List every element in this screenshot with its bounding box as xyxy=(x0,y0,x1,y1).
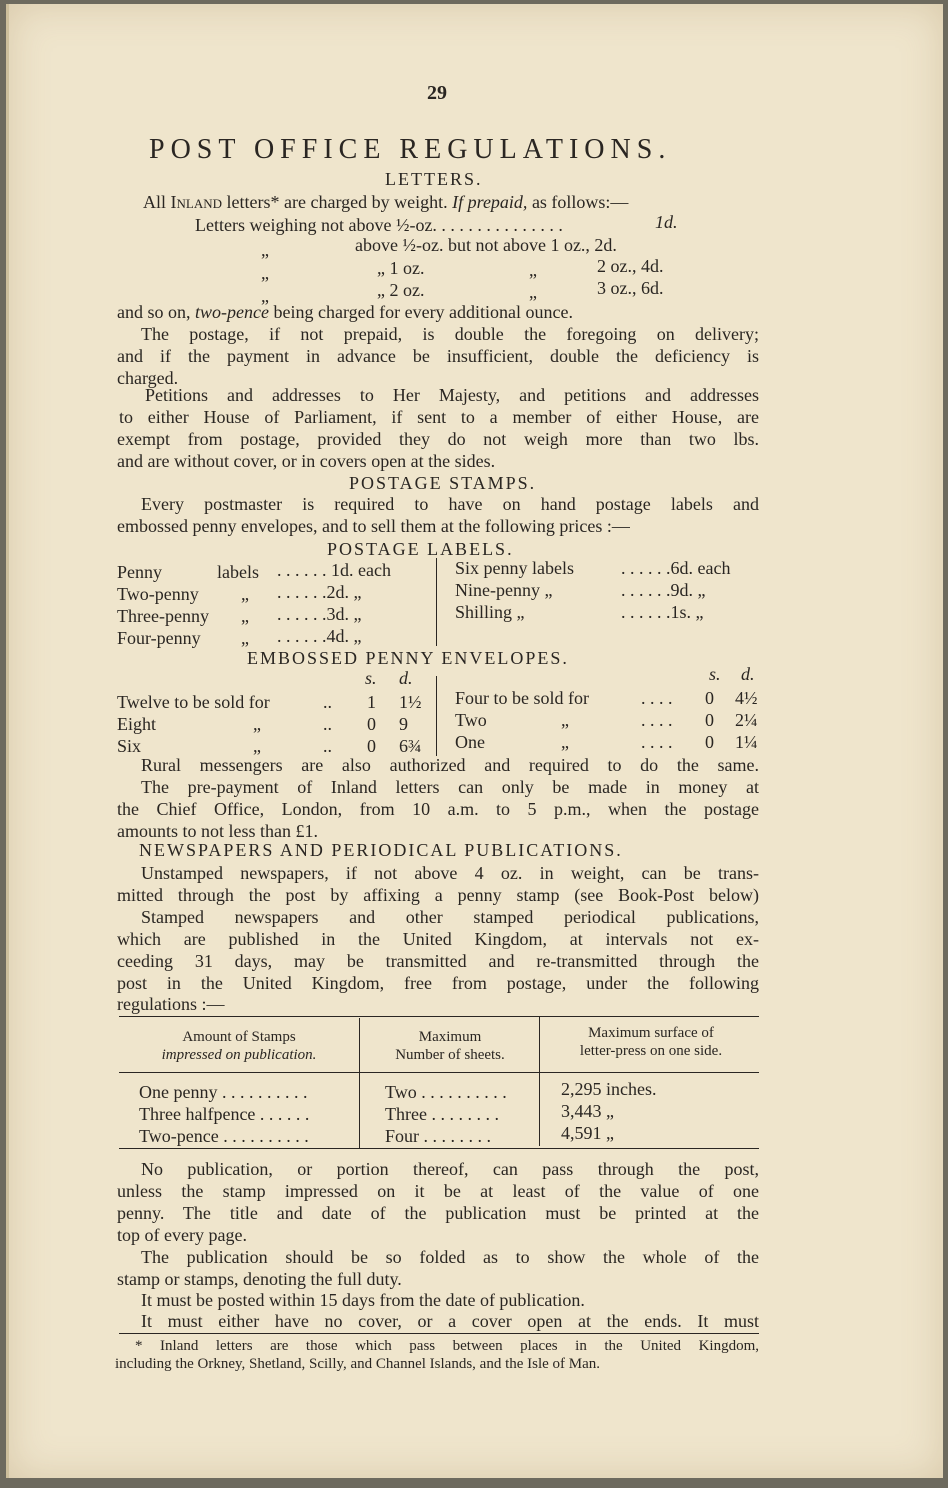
envelopes-heading: EMBOSSED PENNY ENVELOPES. xyxy=(247,648,569,668)
table-divider xyxy=(539,1016,540,1146)
page-title: POST OFFICE REGULATIONS. xyxy=(149,134,672,165)
shillings-column-label: s. xyxy=(709,664,721,684)
footnote-rule xyxy=(119,1333,759,1334)
ditto-mark: „ xyxy=(261,286,269,306)
book-page: 29 POST OFFICE REGULATIONS. LETTERS. All Inland letters* are charged by weight. If prepaid, as follows:— Letters weighing not above ½-oz. . . . . . . . . . . . . . . 1d. „ above ½-oz. but not above 1 oz., 2d. „ „ 1 oz. „ 2 oz., 4d. „ „ 2 oz. „ 3 oz., 6d. and so on, two-pence being charged for every additional ounce. The postage, if not prepaid, is double the foregoing on delivery; and if the payment in advance be insufficient, double the deficiency is charged. Petitions and addresses to Her Majesty, and petitions and addresses to either House of Parliament, if sent to a member of either House, are exempt from postage, provided they do not weigh more than two lbs. and are without cover, or in covers open at the sides. POSTAGE STAMPS. Every postmaster is required to have on hand postage labels and embossed penny envelopes, and to sell them at the following prices :— POSTAGE LABELS. Penny labels . . . . . . 1d. each Two-penny „ . . . . . .2d. „ Three-penny „ . . . . . .3d. „ Four-penny „ . . . . . .4d. „ Six penny labels . . . . . .6d. each Nine-penny „ . . . . . .9d. „ Shilling „ . . . . . .1s. „ EMBOSSED PENNY ENVELOPES. s. d. s. d. Twelve to be sold for .. 1 1½ Eight „ .. 0 9 Six „ .. 0 6¾ Four to be sold for . . . . 0 4½ Two „ . . . . 0 2¼ One „ . . . . 0 1¼ Rural messengers are also authorized and required to do the same. The pre-payment of Inland letters can only be made in money at the Chief Office, London, from 10 a.m. to 5 p.m., when the postage amounts to not less than £1. NEWSPAPERS AND PERIODICAL PUBLICATIONS. Unstamped newspapers, if not above 4 oz. in weight, can be trans- mitted through the post by affixing a penny stamp (see Book-Post below) Stamped newspapers and other stamped periodical publications, which are published in the United Kingdom, at intervals not ex- ceeding 31 days, may be transmitted and re-transmitted through the post in the United Kingdom, free from postage, under the following regulations :— Amount of Stamps impressed on publication. Maximum Number of sheets. Maximum surface of letter-press on one side. One penny . . . . . . . . . . Two . . . . . . . . . . 2,295 inches. Three halfpence . . . . . . Three . . . . . . . . 3,443 „ Two-pence . . . . . . . . . . Four . . . . . . . . 4,591 „ No publication, or portion thereof, can pass through the post, unless the stamp impressed on it be at least of the value of one penny. The title and date of the publication must be printed at the top of every page. The publication should be so folded as to show the whole of the stamp or stamps, denoting the full duty. It must be posted within 15 days from the date of publication. It must either have no cover, or a cover open at the ends. It must * Inland letters are those which pass between places in the United Kingdom, including the Orkney, Shetland, Scilly, and Channel Islands, and the Isle of Man. xyxy=(6,4,943,1478)
shillings-column-label: s. xyxy=(365,668,377,688)
rate-line-1: Letters weighing not above ½-oz. . . . . . . . . . . . . . . xyxy=(195,215,563,235)
ditto-mark: „ xyxy=(529,282,537,302)
labels-divider xyxy=(436,558,437,646)
pence-column-label: d. xyxy=(399,668,413,688)
newspapers-heading: NEWSPAPERS AND PERIODICAL PUBLICATIONS. xyxy=(139,840,623,860)
ditto-mark: „ xyxy=(529,260,537,280)
table-header: Maximum Number of sheets. xyxy=(395,1029,505,1063)
labels-heading: POSTAGE LABELS. xyxy=(327,539,514,559)
table-header: Amount of Stamps impressed on publication. xyxy=(161,1029,317,1063)
table-divider xyxy=(359,1018,360,1148)
rate-line-3: „ 1 oz. xyxy=(377,258,425,278)
rate-line-2: above ½-oz. but not above 1 oz., 2d. xyxy=(355,235,617,255)
stamps-paragraph-line: Every postmaster is required to have on hand postage labels and xyxy=(141,494,759,514)
ditto-mark: „ xyxy=(261,263,269,283)
rate-line-3-price: 2 oz., 4d. xyxy=(597,256,664,276)
envelopes-divider xyxy=(436,676,437,756)
rate-line-4: „ 2 oz. xyxy=(377,280,425,300)
rate-line-1-price: 1d. xyxy=(655,212,678,232)
letters-heading: LETTERS. xyxy=(385,169,483,189)
table-top-rule xyxy=(119,1016,759,1017)
pence-column-label: d. xyxy=(741,664,755,684)
stamps-heading: POSTAGE STAMPS. xyxy=(349,473,537,493)
stamps-paragraph-line: embossed penny envelopes, and to sell them at the following prices :— xyxy=(117,516,630,536)
table-header: Maximum surface of letter-press on one side. xyxy=(579,1025,723,1059)
table-header-rule xyxy=(119,1072,759,1073)
additional-ounce-line: and so on, two-pence being charged for every additional ounce. xyxy=(117,302,574,322)
rate-line-4-price: 3 oz., 6d. xyxy=(597,278,664,298)
table-bottom-rule xyxy=(119,1148,759,1149)
letters-intro: All Inland letters* are charged by weight. If prepaid, as follows:— xyxy=(143,192,629,212)
ditto-mark: „ xyxy=(261,240,269,260)
page-number: 29 xyxy=(427,82,447,104)
